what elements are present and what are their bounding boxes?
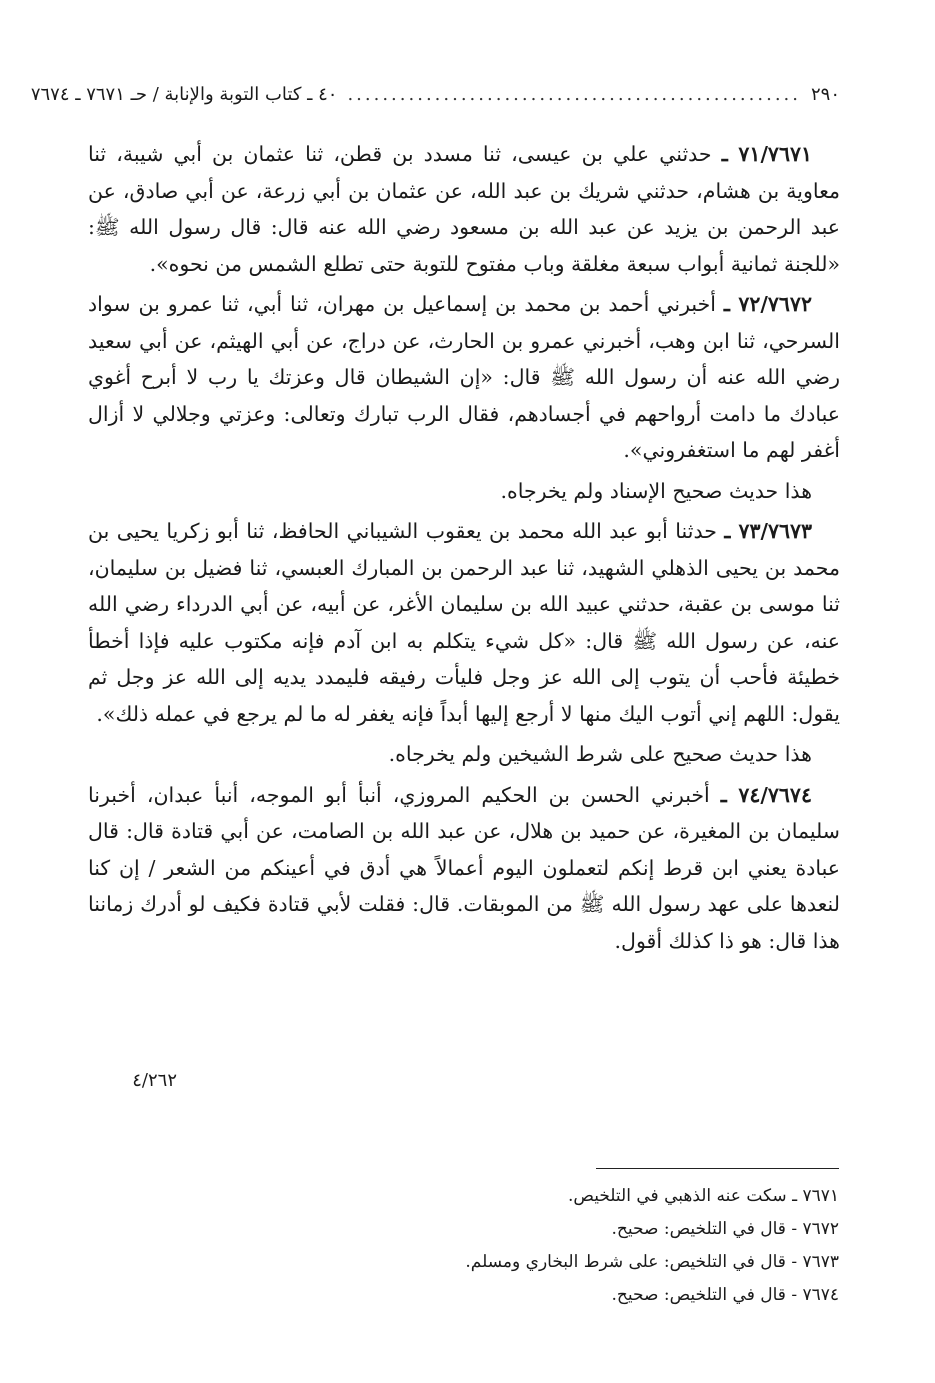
hadith-text: حدثنا أبو عبد الله محمد بن يعقوب الشيباني الحافظ، ثنا أبو زكريا يحيى بن محمد بن يحيى الذهلي الشهيد، ثنا عبد الرحمن بن المبارك العبسي، ثنا فضيل بن سليمان، ثنا موسى بن عقبة، حدثني عبيد الله بن سليمان الأغر، عن أبيه، عن أبي الدرداء رضي الله عنه، عن رسول الله ﷺ قال: «كل شيء يتكلم به ابن آدم فإنه مكتوب عليه فإذا أخطأ خطيئة فأحب أن يتوب إلى الله عز وجل فليأت رفيقه فليمدد يديه إلى الله عز وجل ثم يقول: اللهم إني أتوب اليك منها لا أرجع إليها أبداً فإنه يغفر له ما لم يرجع في عمله ذلك». — [88, 519, 840, 726]
footnote: ٧٦٧٢ - قال في التلخيص: صحيح. — [611, 1219, 839, 1239]
hadith-text: حدثني علي بن عيسى، ثنا مسدد بن قطن، ثنا عثمان بن أبي شيبة، ثنا معاوية بن هشام، حدثني شريك بن عبد الله، عن عثمان بن أبي زرعة، عن أبي صادق، عن عبد الرحمن بن يزيد عن عبد الله بن مسعود رضي الله عنه قال: قال رسول الله ﷺ: «للجنة ثمانية أبواب سبعة مغلقة وباب مفتوح للتوبة حتى تطلع الشمس من نحوه». — [88, 142, 840, 276]
hadith-number: ٧٣/٧٦٧٣ ـ — [724, 519, 812, 543]
footnote-divider — [596, 1168, 839, 1169]
hadith-verdict: هذا حديث صحيح على شرط الشيخين ولم يخرجاه. — [388, 742, 812, 766]
footnote: ٧٦٧١ ـ سكت عنه الذهبي في التلخيص. — [567, 1186, 839, 1206]
hadith-7671 — [88, 136, 840, 282]
hadith-text: أخبرني الحسن بن الحكيم المروزي، أنبأ أبو الموجه، أنبأ عبدان، أخبرنا سليمان بن المغيرة، عن حميد بن هلال، عن عبد الله بن الصامت، عن أبي قتادة قال: قال عبادة يعني ابن قرط إنكم لتعملون اليوم أعمالاً هي أدق في أعينكم من الشعر / إن كنا لنعدها على عهد رسول الله ﷺ من الموبقات. قال: فقلت لأبي قتادة فكيف لو أدرك زماننا هذا قال: هو ذا كذلك أقول. — [88, 782, 840, 953]
margin-volume-reference: ٤/٢٦٢ — [132, 1070, 177, 1091]
footnote: ٧٦٧٤ - قال في التلخيص: صحيح. — [611, 1285, 839, 1305]
footnote: ٧٦٧٣ - قال في التلخيص: على شرط البخاري ومسلم. — [465, 1252, 839, 1272]
hadith-7673 — [88, 513, 840, 732]
hadith-number: ٧٤/٧٦٧٤ ـ — [720, 782, 812, 807]
hadith-text: أخبرني أحمد بن محمد بن إسماعيل بن مهران، ثنا أبي، ثنا عمرو بن سواد السرحي، ثنا ابن وهب، أخبرني عمرو بن الحارث، عن دراج، عن أبي الهيثم، عن أبي سعيد رضي الله عنه أن رسول الله ﷺ قال: «إن الشيطان قال وعزتك يا رب لا أبرح أغوي عبادك ما دامت أرواحهم في أجسادهم، فقال الرب تبارك وتعالى: وعزتي وجلالي لا أزال أغفر لهم ما استغفروني». — [88, 292, 840, 462]
hadith-7672 — [88, 286, 840, 469]
book-page — [30, 80, 840, 963]
running-title: ٤٠ ـ كتاب التوبة والإنابة / حـ ٧٦٧١ ـ ٧٦٧٤ — [30, 84, 338, 105]
hadith-number: ٧٢/٧٦٧٢ ـ — [723, 292, 812, 316]
hadith-number: ٧١/٧٦٧١ ـ — [721, 142, 812, 166]
hadith-verdict: هذا حديث صحيح الإسناد ولم يخرجاه. — [500, 478, 812, 503]
footnotes — [279, 1180, 839, 1312]
hadith-7674 — [88, 777, 840, 960]
page-header — [30, 80, 840, 110]
dot-leader: .................................................... — [347, 84, 801, 105]
page-number: ٢٩٠ — [810, 84, 840, 105]
